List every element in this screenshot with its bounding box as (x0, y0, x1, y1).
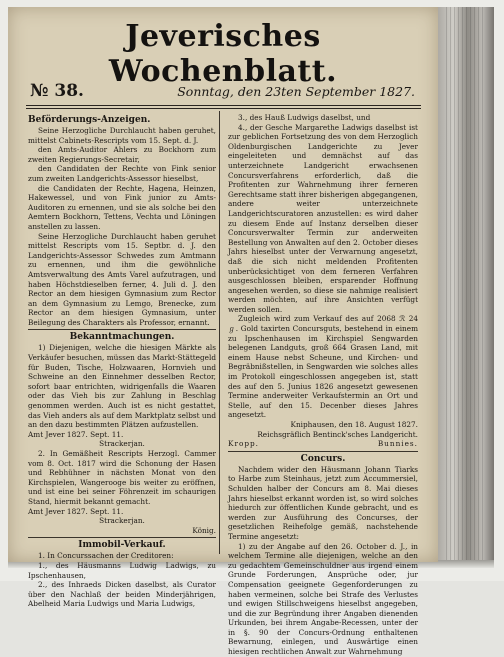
notice-place-date: Kniphausen, den 18. August 1827. (290, 420, 418, 429)
signature-left: Kropp. (228, 439, 259, 449)
signatures (228, 439, 418, 449)
paragraph: Seine Herzogliche Durchlaucht haben geruhet mittelst Rescripts vom 15. Septbr. d. J. den Landgerichts-Assessor Schwedes zum Amtmann zu ernennen, und ihm die gewöhnliche Amtsverwaltung des Amts Varel aufzutragen, und haben Höchstdieselben ferner, 4. Juli d. J. den Rector an dem hiesigen Gymnasium zum Rector an dem Gymnasium zu Lemgo, Brenecke, zum Rector an dem hiesigen Gymnasium, unter Beilegung des Charakters als Professor, ernannt. (28, 231, 216, 327)
issue-number: № 38. (30, 81, 84, 101)
notice-signer: Strackerjan. (99, 439, 145, 449)
paragraph: Zugleich wird zum Verkauf des auf 2068 ℛ 24 ℊ. Gold taxirten Concursguts, bestehend in einem zu Ipschenhausen im Kirchspiel Sengwarden belegenen Landguts, groß 664 Grasen Land, mit einem Hause nebst Scheune, und Kirchen- und Begräbnißstellen, in Sengwarden wie solches alles im Protokoll eingeschlossen angegeben ist, statt des auf den 5. Junius 1826 angesetzt gewesenen Termine anderweiter Verkaufstermin an Ort und Stelle, auf den 15. Decenber dieses Jahres angesetzt. (228, 314, 418, 420)
right-column (228, 113, 418, 657)
dateline-rule-top (26, 105, 421, 106)
paragraph: die Candidaten der Rechte, Hagena, Heinzen, Hakewessel, und von Fink junior zu Amts-Auditoren zu ernennen, und sie als solche bei den Aemtern Bockhorn, Tettens, Vechta und Löningen anstellen zu lassen. (28, 183, 216, 231)
paragraph: 2. In Gemäßheit Rescripts Herzogl. Cammer vom 8. Oct. 1817 wird die Schonung der Hasen und Rebhühner in nächsten Monat von den Kirchspielen, Wangerooge bis weiter zu eröffnen, und ist eine bei seiner Föhrenzeit im schaurigen Stand, hiermit bekannt gemacht. (28, 449, 216, 506)
notice-signer: König. (192, 525, 216, 535)
notice-date: Amt Jever 1827. Sept. 11. (28, 429, 124, 439)
issue-date: Sonntag, den 23ten September 1827. (177, 84, 415, 99)
paragraph: 2., des Inhraeds Dicken daselbst, als Curator über den Nachlaß der beiden Minderjährigen, Abelheid Maria Ludwigs und Maria Ludwigs, (28, 580, 216, 609)
newspaper-page (8, 7, 438, 657)
dateline-rule-bottom (26, 108, 421, 109)
paragraph: Nachdem wider den Häusmann Johann Tiarks to Harbe zum Steinhaus, jetzt zum Accummersiel, Schulden halber der Concurs am 8. Mai dieses Jahrs hieselbst erkannt worden ist, so wird solches hiedurch zur öffentlichen Kunde gebracht, und es werden zur Ausführung des Concurses, der gesetzlichen Reihefolge gemäß, nachstehende Termine angesetzt: (228, 464, 418, 541)
masthead-title: Jeverisches Wochenblatt. (108, 19, 338, 89)
paragraph: 1. In Concurssachen der Creditoren: (38, 551, 174, 561)
signature-right: Bunnies. (377, 439, 418, 449)
paragraph: den Amts-Auditor Ahlers zu Bockhorn zum zweiten Regierungs-Secretair, (28, 145, 216, 164)
section-title-property-sale: Immobil-Verkauf. (78, 540, 166, 551)
court-name: Reichsgräflich Bentinck'sches Landgericht. (257, 429, 418, 439)
column-divider (219, 111, 220, 554)
section-title-promotions: Beförderungs-Anzeigen. (28, 115, 151, 125)
section-rule (228, 451, 418, 452)
notice-date: Amt Jever 1827. Sept. 11. (28, 506, 124, 516)
left-column (28, 113, 216, 609)
paragraph: 1., des Häusmanns Ludwig Ladwigs, zu Ipschenhausen, (28, 560, 216, 580)
paragraph: den Candidaten der Rechte von Fink senior zum zweiten Landgerichts-Assessor hieselbst, (28, 164, 216, 183)
paragraph: 1) zu der Angabe auf den 26. October d. J., in welchem Termine alle diejenigen, welche an den zu gedachtem Gemeinschuldner aus irgend einem Grunde Forderungen, Ansprüche oder, jur Compensation geeignete Gegenforderungen zu haben vermeinen, solche bei Strafe des Verlustes und ewigen Stillschweigens hieselbst angegeben, und die zur Begründung ihrer Angaben dienenden Urkunden, bei ihrem Angabe-Recessen, unter der in §. 90 der Concurs-Ordnung enthaltenen Bewarnung, einlegen, und Auswärtige einen hiesigen rechtlichen Anwalt zur Wahrnehmung (228, 541, 418, 657)
paragraph: 4., der Gesche Margarethe Ladwigs daselbst ist zur geblichen Fortsetzung des von dem Herzoglich Oldenburgischen Landgerichte zu Jever eingeleiteten und demnächst auf das unterzeichnete Landgericht erwachsenen Concursverfahrens erforderlich, daß die Profitenten zur Wahrnehmung ihrer ferneren Gerechtsame statt ihrer bisherigen abgegangenen, andere weiter unterzeichnete Landgerichtscuratoren anzustellen: es wird daher zu diesem Ende auf Instanz derselben dieser Concursverwalter Termin zur anderweiten Bestellung von Anwalten auf den 2. October dieses Jahrs hieselbst unter der Verwarnung angesetzt, daß die sich nicht meldenden Profitenten unberücksichtiget von dem ferneren Verfahren ausgeschlossen bleiben, ersparender Hoffnung angesehen werden, so diese sie nahmige realisiert werden möchten, auf ihre Ansichten verfügt werden sollen. (228, 122, 418, 314)
section-title-announcements: Bekanntmachungen. (69, 332, 175, 343)
section-title-bankruptcy: Concurs. (300, 453, 346, 464)
book-page-edge-lines (446, 7, 486, 567)
paragraph: 1) Diejenigen, welche die hiesigen Märkte als Verkäufer besuchen, müssen das Markt-Stättegeld für Buden, Tische, Holzwaaren, Hornvieh und Schweine an den Einnehmer desselben Rector, sofort baar entrichten, widrigenfalls die Waaren oder das Vieh bis zur Zahlung in Beschlag genommen werden. Auch ist es nicht gestattet, das Vieh anders als auf dem Marktplatz selbst und an den dazu bestimmten Plätzen aufzustellen. (28, 343, 216, 430)
section-rule (28, 329, 216, 330)
paragraph: Seine Herzogliche Durchlaucht haben geruhet, mittelst Cabinets-Rescripts vom 15. Sept. d. J. (28, 126, 216, 145)
dateline (30, 81, 415, 101)
notice-signer: Strackerjan. (99, 516, 145, 526)
paragraph: 3., des Hauß Ludwigs daselbst, und (238, 113, 371, 122)
section-rule (28, 537, 216, 538)
